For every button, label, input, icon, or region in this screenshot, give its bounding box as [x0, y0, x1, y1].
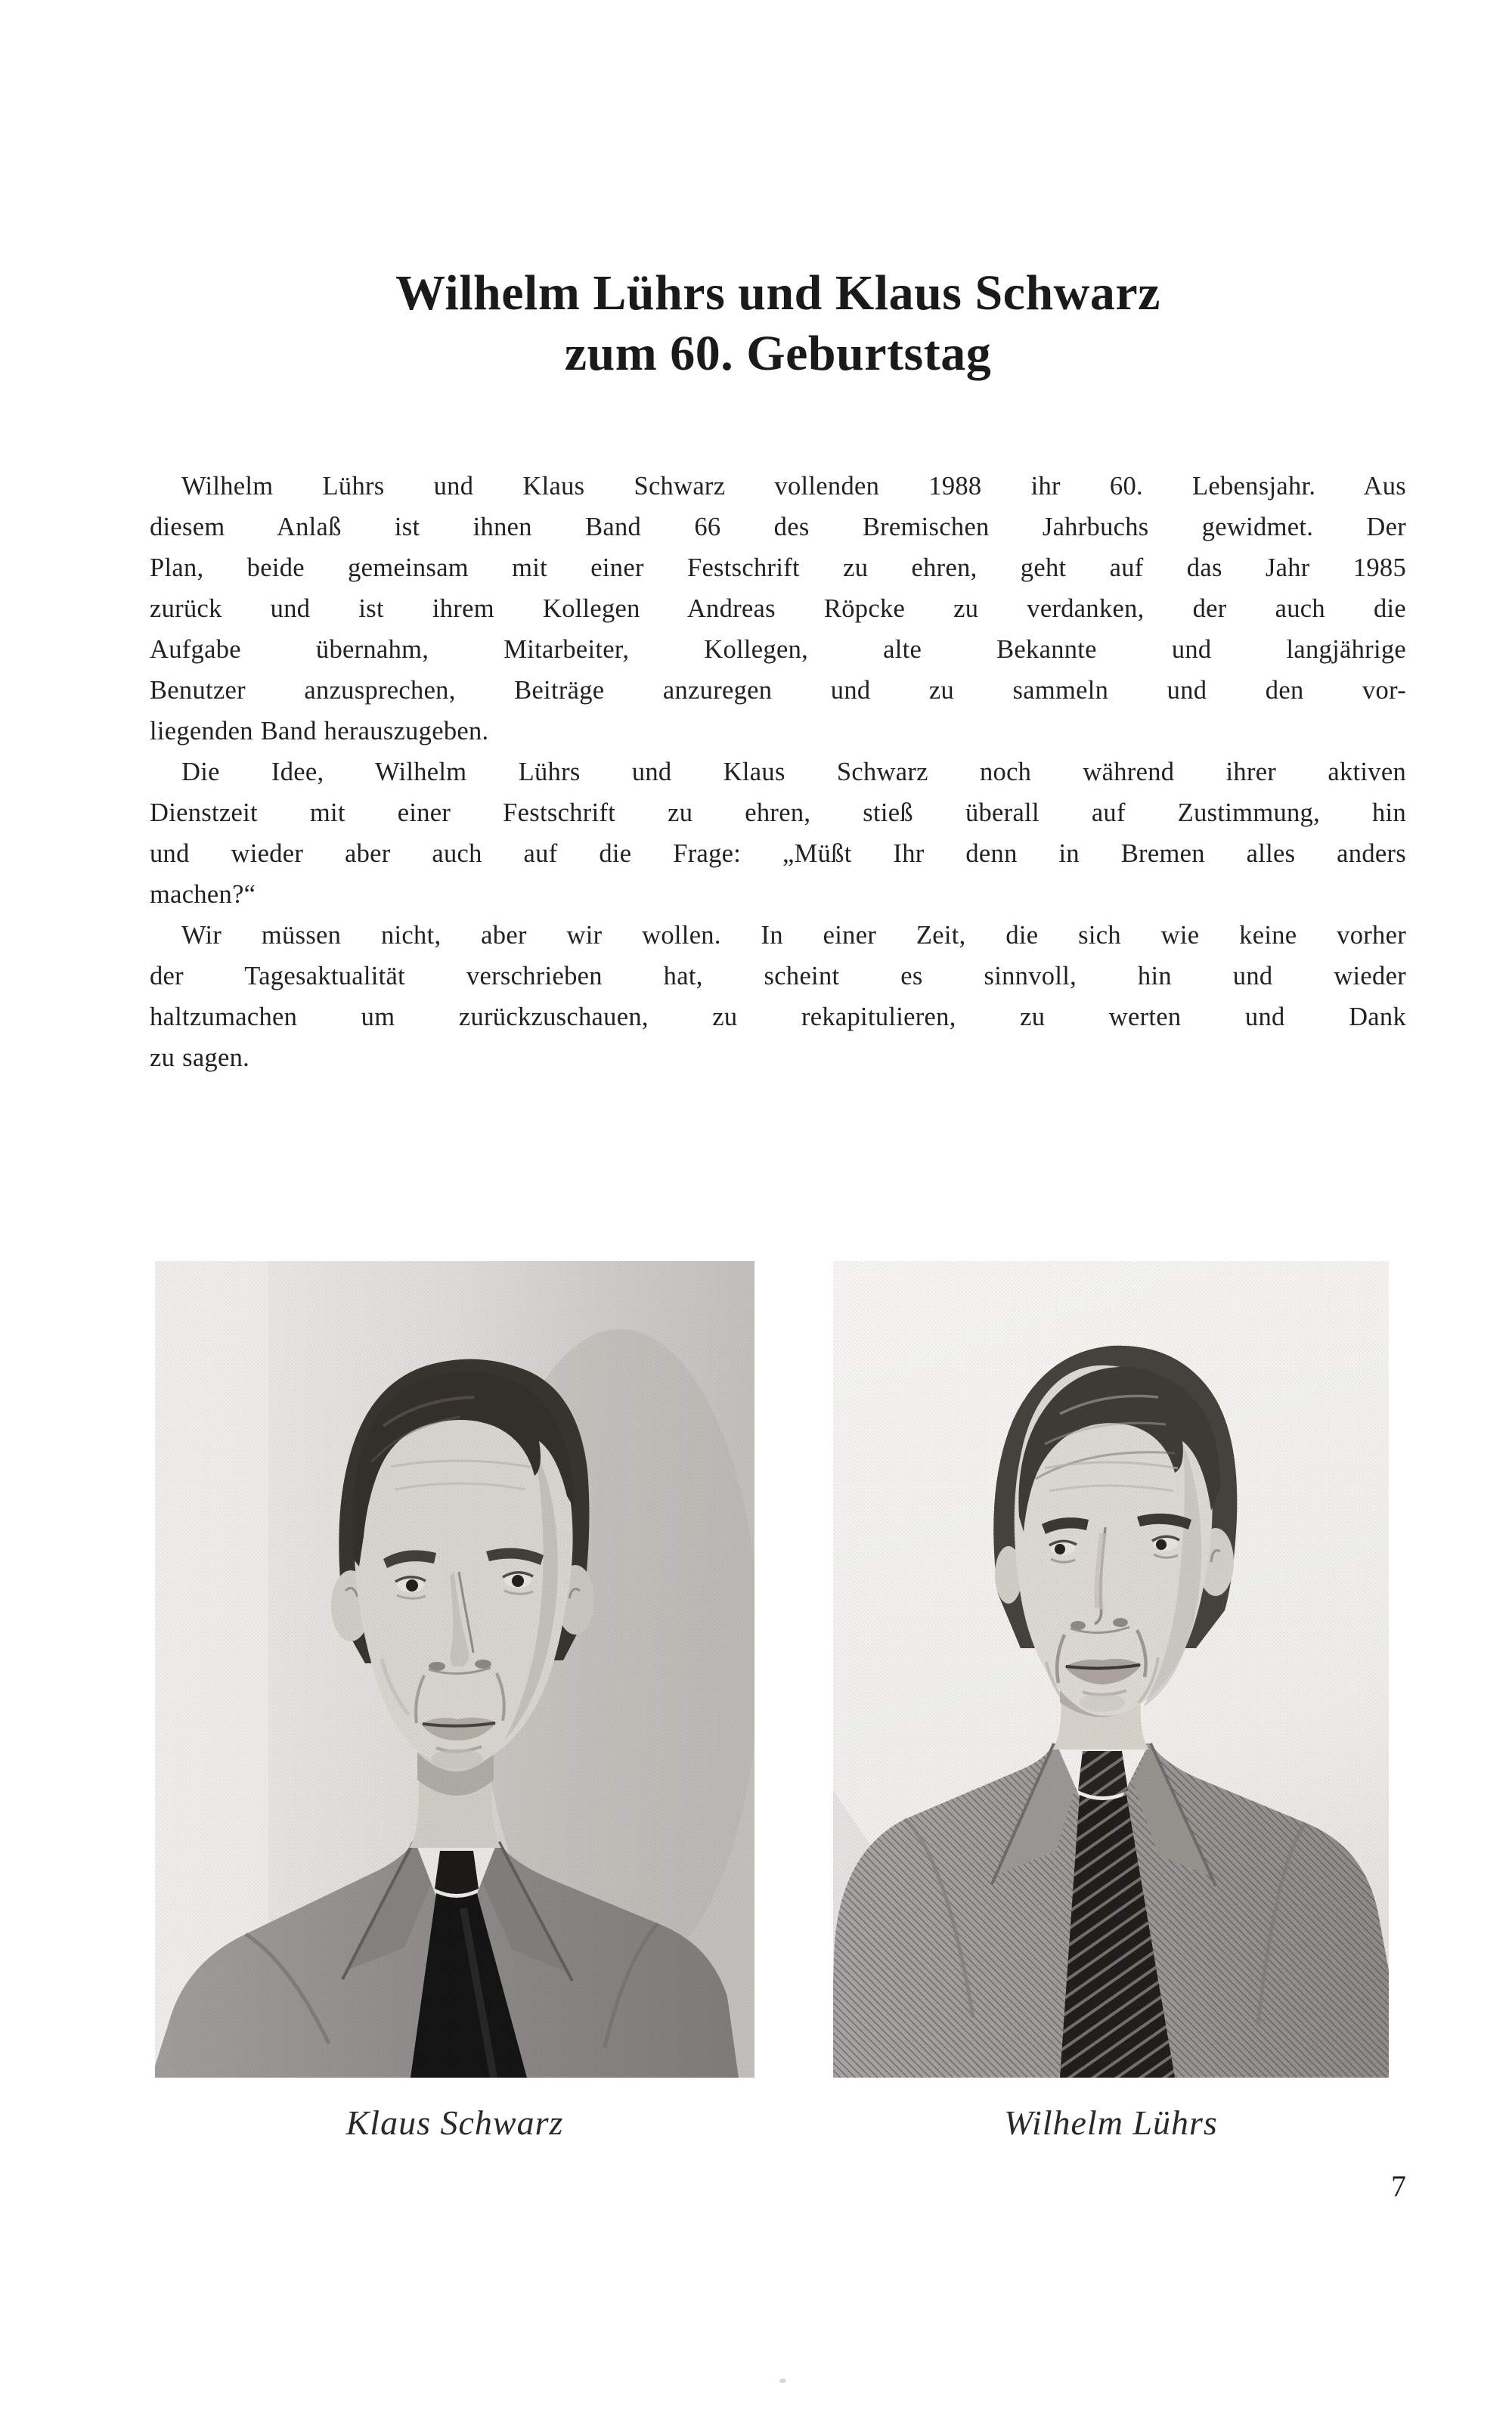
page-number: 7: [1391, 2169, 1406, 2203]
portrait-photo-wilhelm-luehrs: [833, 1261, 1389, 2078]
text-line: zurück und ist ihrem Kollegen Andreas Röpcke zu verdanken, der auch die: [150, 594, 1406, 623]
text-line: Wilhelm Lührs und Klaus Schwarz vollenden 1988 ihr 60. Lebensjahr. Aus: [181, 472, 1406, 501]
text-line: und wieder aber auch auf die Frage: „Müßt Ihr denn in Bremen alles anders: [150, 839, 1406, 868]
text-line: diesem Anlaß ist ihnen Band 66 des Bremischen Jahrbuchs gewidmet. Der: [150, 513, 1406, 541]
portrait-photo-klaus-schwarz: [155, 1261, 754, 2078]
page-title-line2: zum 60. Geburtstag: [564, 326, 992, 381]
text-line: Wir müssen nicht, aber wir wollen. In einer Zeit, die sich wie keine vorher: [181, 921, 1406, 950]
text-line: machen?“: [150, 880, 256, 909]
paragraph-3: [150, 915, 1406, 1078]
text-line: haltzumachen um zurückzuschauen, zu rekapitulieren, zu werten und Dank: [150, 1003, 1406, 1031]
photo-caption-wilhelm-luehrs: Wilhelm Lührs: [1004, 2103, 1218, 2142]
text-line: der Tagesaktualität verschrieben hat, scheint es sinnvoll, hin und wieder: [150, 962, 1406, 990]
text-line: Dienstzeit mit einer Festschrift zu ehren, stieß überall auf Zustimmung, hin: [150, 798, 1406, 827]
photo-klaus-schwarz: [155, 1261, 754, 2078]
scan-artifact: [779, 2379, 786, 2383]
photo-wilhelm-luehrs: [833, 1261, 1389, 2078]
text-line: Aufgabe übernahm, Mitarbeiter, Kollegen, alte Bekannte und langjährige: [150, 635, 1406, 664]
body-text: [150, 466, 1406, 1078]
text-line: liegenden Band herauszugeben.: [150, 717, 489, 745]
text-line: Plan, beide gemeinsam mit einer Festschrift zu ehren, geht auf das Jahr 1985: [150, 553, 1406, 582]
text-line: Die Idee, Wilhelm Lührs und Klaus Schwarz noch während ihrer aktiven: [181, 758, 1406, 786]
paragraph-2: [150, 752, 1406, 915]
page-title-line1: Wilhelm Lührs und Klaus Schwarz: [395, 265, 1160, 321]
text-line: Benutzer anzusprechen, Beiträge anzuregen und zu sammeln und den vor-: [150, 676, 1406, 705]
photo-caption-klaus-schwarz: Klaus Schwarz: [345, 2103, 564, 2142]
text-line: zu sagen.: [150, 1043, 250, 1072]
paragraph-1: [150, 466, 1406, 752]
page-title: [150, 263, 1406, 384]
